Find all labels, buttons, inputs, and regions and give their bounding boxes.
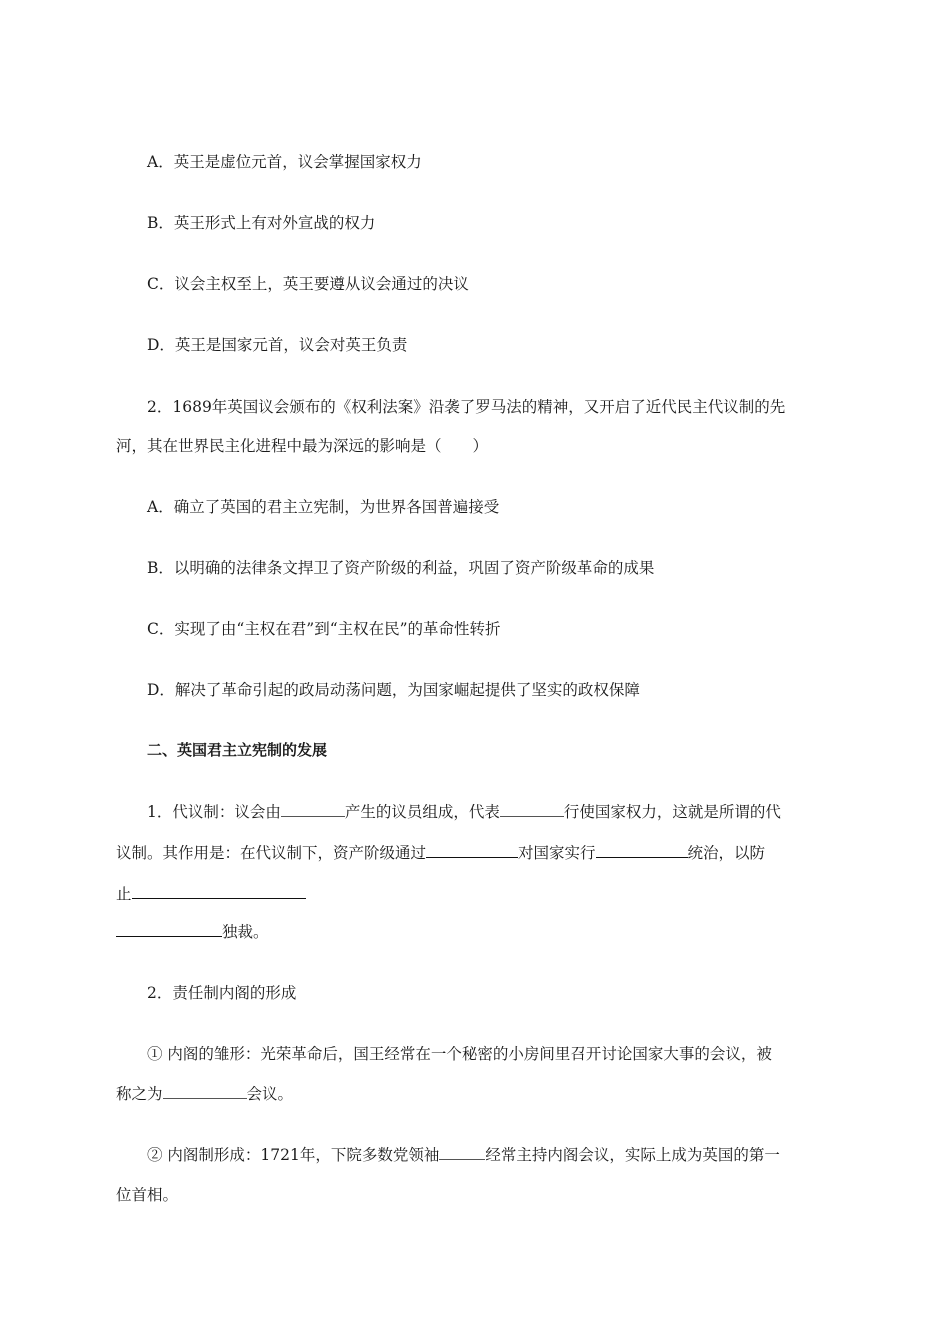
item1-text-e: 对国家实行 xyxy=(518,844,596,862)
q1-option-a: A．英王是虚位元首，议会掌握国家权力 xyxy=(147,153,422,171)
item1-text-a: 1．代议制：议会由 xyxy=(147,803,281,821)
q2-option-c: C．实现了由“主权在君”到“主权在民”的革命性转折 xyxy=(147,620,501,638)
item2-sub2-text-a: ② 内阁制形成：1721年，下院多数党领袖 xyxy=(147,1146,440,1164)
item1-text-h: 独裁。 xyxy=(222,923,269,941)
q2-stem-line2: 河，其在世界民主化进程中最为深远的影响是（ ） xyxy=(116,437,489,455)
fill-blank-5[interactable] xyxy=(132,884,306,899)
item2-sub1-text-b: 称之为 xyxy=(116,1085,163,1103)
q1-option-b: B．英王形式上有对外宣战的权力 xyxy=(147,214,376,232)
fill-blank-8[interactable] xyxy=(439,1145,485,1160)
fill-blank-4[interactable] xyxy=(596,843,688,858)
item2-sub2-line2: 位首相。 xyxy=(116,1186,179,1204)
item1-line2 xyxy=(116,843,765,863)
q1-option-c: C．议会主权至上，英王要遵从议会通过的决议 xyxy=(147,275,469,293)
item2-sub2-line1 xyxy=(147,1145,780,1165)
item1-line4 xyxy=(116,922,269,942)
item2-sub2-text-b: 经常主持内阁会议，实际上成为英国的第一 xyxy=(485,1146,780,1164)
item2-sub1-text-c: 会议。 xyxy=(246,1085,294,1103)
fill-blank-6[interactable] xyxy=(116,922,222,937)
q1-option-d: D．英王是国家元首，议会对英王负责 xyxy=(147,336,408,354)
fill-blank-2[interactable] xyxy=(500,802,564,817)
item1-text-g: 止 xyxy=(116,885,132,903)
item1-text-c: 行使国家权力，这就是所谓的代 xyxy=(563,803,781,821)
q2-option-d: D．解决了革命引起的政局动荡问题，为国家崛起提供了坚实的政权保障 xyxy=(147,681,640,699)
q2-stem-line1: 2．1689年英国议会颁布的《权利法案》沿袭了罗马法的精神，又开启了近代民主代议制的先 xyxy=(147,398,786,416)
item1-text-f: 统治，以防 xyxy=(687,844,766,862)
fill-blank-1[interactable] xyxy=(281,802,345,817)
item1-line3 xyxy=(116,884,306,904)
item2-sub1-line2 xyxy=(116,1084,293,1104)
item2-title: 2．责任制内阁的形成 xyxy=(147,984,297,1002)
item2-sub1-line1: ① 内阁的雏形：光荣革命后，国王经常在一个秘密的小房间里召开讨论国家大事的会议，被 xyxy=(147,1045,772,1063)
item1-text-b: 产生的议员组成，代表 xyxy=(344,803,500,821)
section-heading: 二、英国君主立宪制的发展 xyxy=(147,741,328,759)
fill-blank-7[interactable] xyxy=(163,1084,247,1099)
q2-option-b: B．以明确的法律条文捍卫了资产阶级的利益，巩固了资产阶级革命的成果 xyxy=(147,559,655,577)
item1-line1 xyxy=(147,802,781,822)
q2-option-a: A．确立了英国的君主立宪制，为世界各国普遍接受 xyxy=(147,498,500,516)
item1-text-d: 议制。其作用是：在代议制下，资产阶级通过 xyxy=(116,844,427,862)
fill-blank-3[interactable] xyxy=(426,843,518,858)
